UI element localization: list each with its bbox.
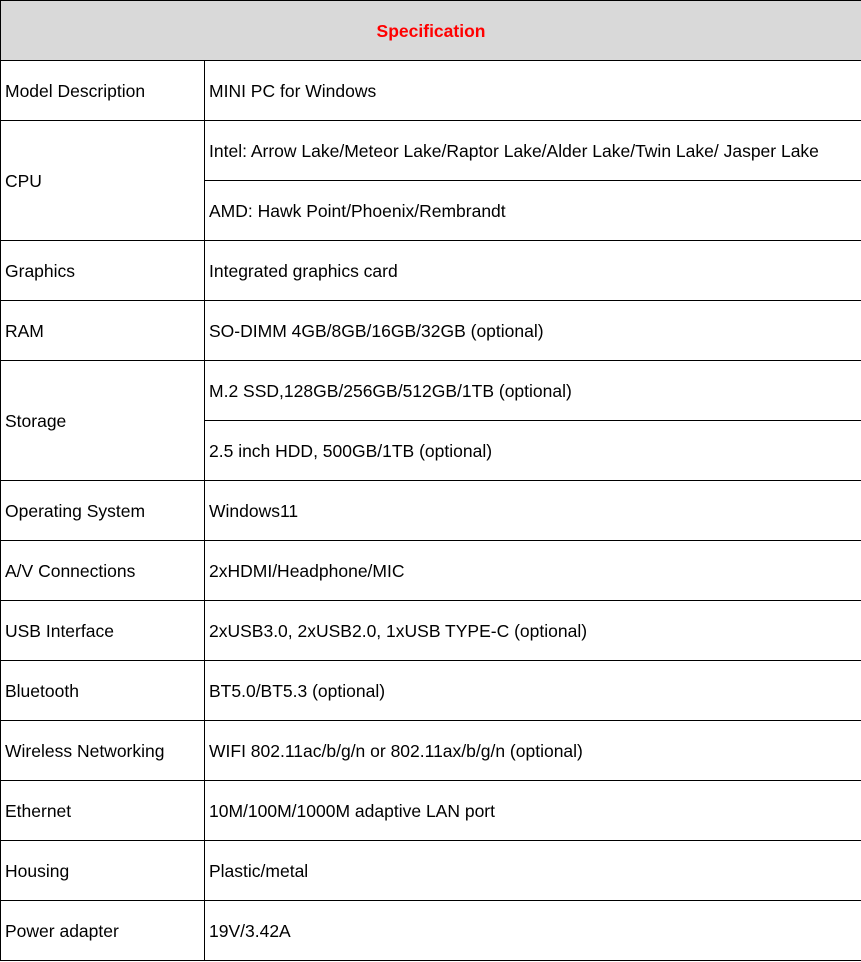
spec-row-storage [1,361,861,421]
spec-row-housing [1,841,861,901]
spec-value: 2xHDMI/Headphone/MIC [205,541,861,601]
spec-row-av [1,541,861,601]
spec-value: 19V/3.42A [205,901,861,961]
spec-row-ram [1,301,861,361]
spec-value: SO-DIMM 4GB/8GB/16GB/32GB (optional) [205,301,861,361]
spec-row-power [1,901,861,961]
spec-value-hdd: 2.5 inch HDD, 500GB/1TB (optional) [205,421,861,481]
spec-row-ethernet [1,781,861,841]
spec-label: Ethernet [1,781,205,841]
spec-label: Model Description [1,61,205,121]
spec-label: Graphics [1,241,205,301]
spec-row-model [1,61,861,121]
spec-value-amd: AMD: Hawk Point/Phoenix/Rembrandt [205,181,861,241]
spec-value: Windows11 [205,481,861,541]
spec-value: 10M/100M/1000M adaptive LAN port [205,781,861,841]
spec-row-wireless [1,721,861,781]
spec-label: Storage [1,361,205,481]
spec-value: 2xUSB3.0, 2xUSB2.0, 1xUSB TYPE-C (optional) [205,601,861,661]
table-title: Specification [1,1,861,61]
spec-label: A/V Connections [1,541,205,601]
spec-row-os [1,481,861,541]
spec-label: RAM [1,301,205,361]
spec-label: Power adapter [1,901,205,961]
spec-value: MINI PC for Windows [205,61,861,121]
spec-label: Bluetooth [1,661,205,721]
spec-label: Operating System [1,481,205,541]
spec-value: Integrated graphics card [205,241,861,301]
spec-row-cpu [1,121,861,181]
spec-value: WIFI 802.11ac/b/g/n or 802.11ax/b/g/n (optional) [205,721,861,781]
spec-value-intel: Intel: Arrow Lake/Meteor Lake/Raptor Lake/Alder Lake/Twin Lake/ Jasper Lake [205,121,861,181]
spec-row-graphics [1,241,861,301]
spec-label: USB Interface [1,601,205,661]
spec-label: CPU [1,121,205,241]
spec-label: Wireless Networking [1,721,205,781]
spec-value-ssd: M.2 SSD,128GB/256GB/512GB/1TB (optional) [205,361,861,421]
title-row [1,1,861,61]
spec-label: Housing [1,841,205,901]
spec-row-usb [1,601,861,661]
spec-value: BT5.0/BT5.3 (optional) [205,661,861,721]
spec-row-bluetooth [1,661,861,721]
spec-value: Plastic/metal [205,841,861,901]
